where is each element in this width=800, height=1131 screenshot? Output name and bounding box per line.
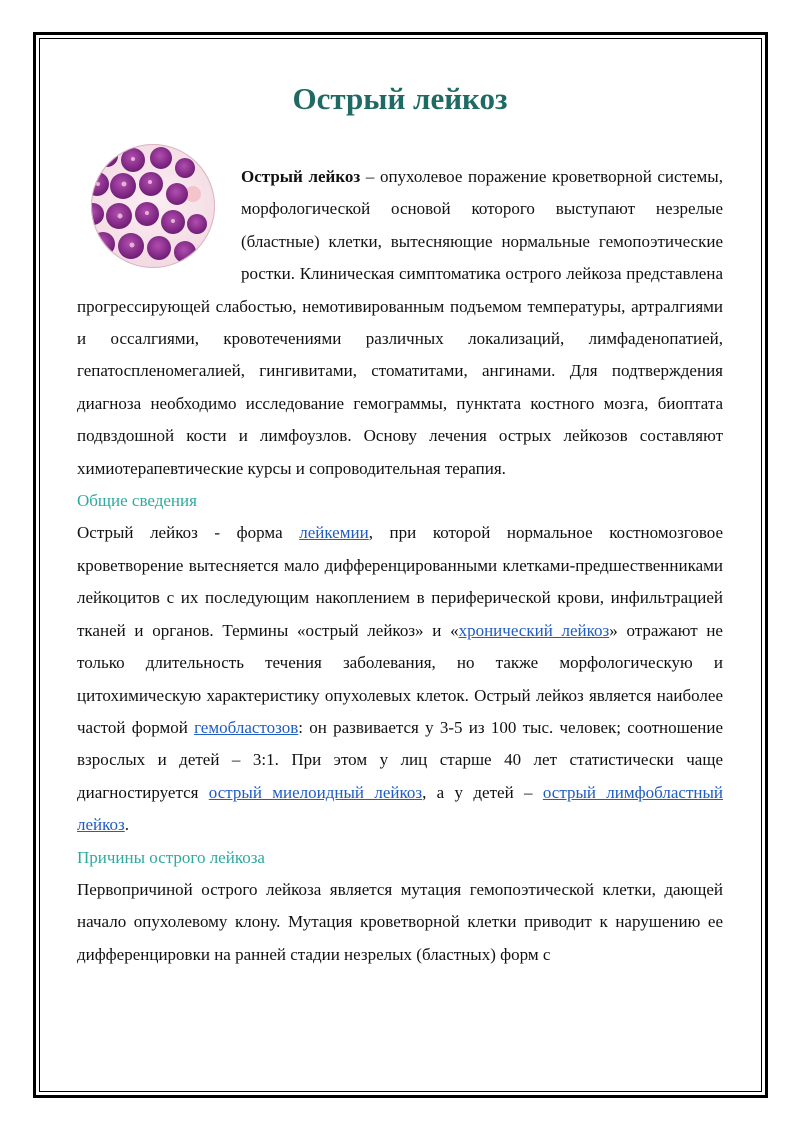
general-text-4: : он развивается у 3-5 из 100 тыс. человек; соотношение взрослых и детей – 3:1. При этом у лиц старше 40 лет статистически чаще диагностируется [77, 717, 723, 802]
intro-paragraph [77, 161, 723, 485]
general-text-2: , при которой нормальное костномозговое кроветворение вытесняется мало дифференцированными клетками-предшественниками лейкоцитов с их последующим накоплением в периферической крови, инфильтрацией тканей и органов. Термины «острый лейкоз» и « [77, 523, 724, 640]
link-acute-myeloid-leukemia[interactable]: острый миелоидный лейкоз [208, 782, 423, 802]
page-title: Острый лейкоз [292, 81, 508, 116]
link-hemoblastoses[interactable]: гемобластозов [194, 717, 299, 737]
general-text-5: , а у детей – [422, 782, 543, 802]
link-acute-lymphoblastic-leukemia[interactable]: острый лимфобластный лейкоз [77, 782, 724, 835]
general-paragraph [77, 517, 723, 841]
blood-cells-micrograph-icon [77, 144, 229, 271]
general-text-3: » отражают не только длительность течения заболевания, но также морфологическую и цитохимическую характеристику опухолевых клеток. Острый лейкоз является наиболее частой формой [77, 620, 723, 737]
link-chronic-leukemia[interactable]: хронический лейкоз [458, 620, 610, 640]
section-heading-general: Общие сведения [77, 491, 197, 511]
link-leukemia[interactable]: лейкемии [299, 523, 369, 543]
causes-paragraph: Первопричиной острого лейкоза является мутация гемопоэтической клетки, дающей начало опухолевому клону. Мутация кроветворной клетки приводит к нарушению ее дифференцировки на ранней стадии незрелых (бластных) форм с [77, 879, 723, 964]
general-text-1: Острый лейкоз - форма [77, 523, 300, 543]
document-content [77, 70, 723, 971]
intro-term: Острый лейкоз [241, 167, 361, 186]
intro-text: – опухолевое поражение кроветворной системы, морфологической основой которого выступают незрелые (бластные) клетки, вытесняющие нормальные гемопоэтические ростки. Клиническая симптоматика острого лейкоза представлена прогрессирующей слабостью, немотивированным подъемом температуры, артралгиями и оссалгиями, кровотечениями различных локализаций, лимфаденопатией, гепатоспленомегалией, гингивитами, стоматитами, ангинами. Для подтверждения диагноза необходимо исследование гемограммы, пунктата костного мозга, биоптата подвздошной кости и лимфоузлов. Основу лечения острых лейкозов составляют химиотерапевтические курсы и сопроводительная терапия. [77, 167, 723, 478]
section-heading-causes: Причины острого лейкоза [77, 847, 265, 867]
general-text-6: . [124, 815, 129, 835]
